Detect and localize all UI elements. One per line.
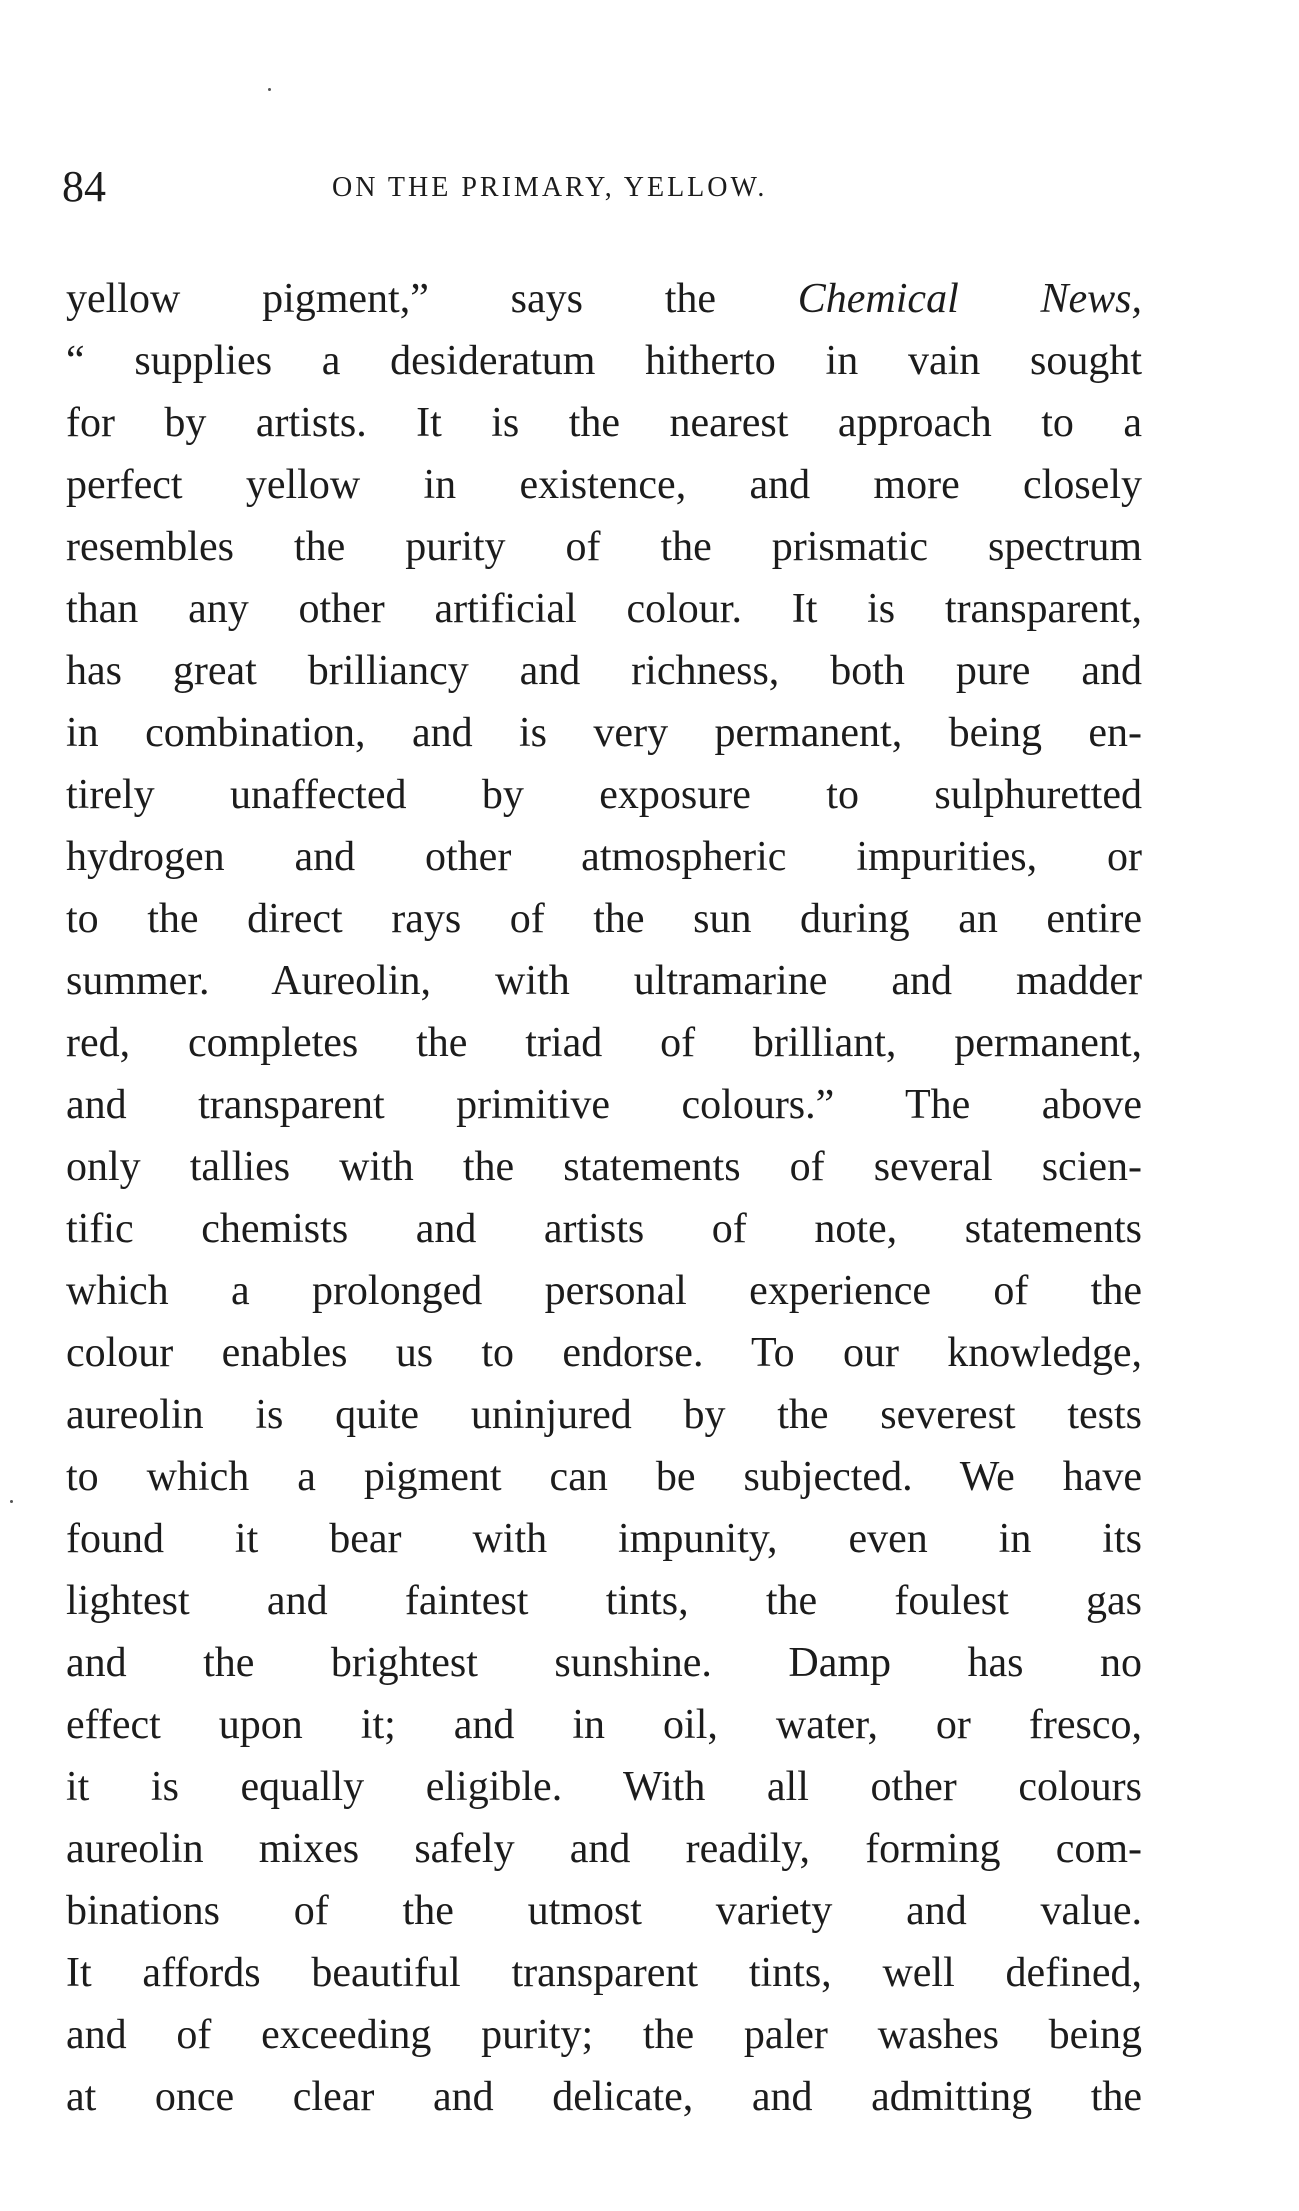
text-line: and the brightest sunshine. Damp has no <box>66 1640 1142 1686</box>
text-line: and of exceeding purity; the paler washes being <box>66 2012 1142 2058</box>
text-line: at once clear and delicate, and admitting the <box>66 2074 1142 2120</box>
text-line: found it bear with impunity, even in its <box>66 1516 1142 1562</box>
text-line: only tallies with the statements of several scien- <box>66 1144 1142 1190</box>
text-line: colour enables us to endorse. To our knowledge, <box>66 1330 1142 1376</box>
text-line: tific chemists and artists of note, statements <box>66 1206 1142 1252</box>
text-line: effect upon it; and in oil, water, or fresco, <box>66 1702 1142 1748</box>
text-line: which a prolonged personal experience of the <box>66 1268 1142 1314</box>
text-line: has great brilliancy and richness, both pure and <box>66 648 1142 694</box>
text-line: and transparent primitive colours.” The above <box>66 1082 1142 1128</box>
paper-speck <box>268 88 271 91</box>
text-line: it is equally eligible. With all other colours <box>66 1764 1142 1810</box>
text-line: aureolin mixes safely and readily, forming com- <box>66 1826 1142 1872</box>
text-line: binations of the utmost variety and value. <box>66 1888 1142 1934</box>
page-number: 84 <box>62 162 106 211</box>
text-line: tirely unaffected by exposure to sulphuretted <box>66 772 1142 818</box>
text-line: “ supplies a desideratum hitherto in vain sought <box>66 338 1142 384</box>
text-line: red, completes the triad of brilliant, permanent, <box>66 1020 1142 1066</box>
text-line: than any other artificial colour. It is transparent, <box>66 586 1142 632</box>
text-line: lightest and faintest tints, the foulest gas <box>66 1578 1142 1624</box>
text-line: summer. Aureolin, with ultramarine and madder <box>66 958 1142 1004</box>
text-line: to which a pigment can be subjected. We have <box>66 1454 1142 1500</box>
text-line: in combination, and is very permanent, being en- <box>66 710 1142 756</box>
text-line: yellow pigment,” says the Chemical News, <box>66 276 1142 322</box>
text-line: It affords beautiful transparent tints, well defined, <box>66 1950 1142 1996</box>
running-head <box>62 162 1162 212</box>
running-title: ON THE PRIMARY, YELLOW. <box>332 172 768 203</box>
text-line: resembles the purity of the prismatic spectrum <box>66 524 1142 570</box>
paper-speck <box>10 1500 13 1503</box>
text-line: aureolin is quite uninjured by the severest tests <box>66 1392 1142 1438</box>
text-line: perfect yellow in existence, and more closely <box>66 462 1142 508</box>
text-line: hydrogen and other atmospheric impurities, or <box>66 834 1142 880</box>
body-text <box>66 268 1142 2128</box>
text-line: for by artists. It is the nearest approach to a <box>66 400 1142 446</box>
text-line: to the direct rays of the sun during an entire <box>66 896 1142 942</box>
